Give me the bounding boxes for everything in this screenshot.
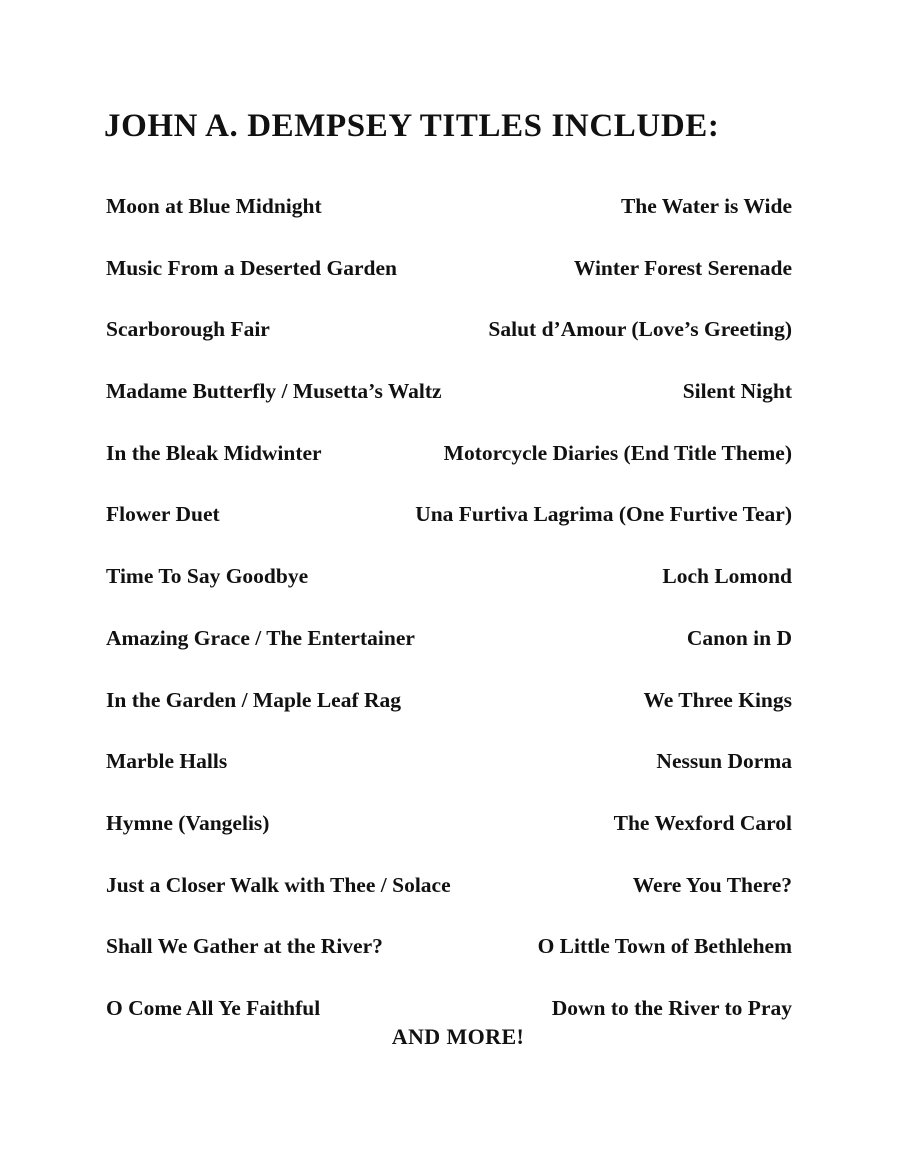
title-left: O Come All Ye Faithful bbox=[106, 995, 321, 1020]
title-row bbox=[106, 560, 796, 622]
title-left: Music From a Deserted Garden bbox=[106, 255, 397, 280]
title-left: Amazing Grace / The Entertainer bbox=[106, 625, 415, 650]
title-right: The Wexford Carol bbox=[613, 810, 792, 835]
title-row bbox=[106, 190, 796, 252]
title-row bbox=[106, 869, 796, 931]
title-right: Nessun Dorma bbox=[656, 749, 792, 774]
title-left: Scarborough Fair bbox=[106, 317, 270, 342]
title-left: Time To Say Goodbye bbox=[106, 564, 309, 589]
title-left: Just a Closer Walk with Thee / Solace bbox=[106, 872, 451, 897]
title-right: Silent Night bbox=[682, 379, 792, 404]
title-row bbox=[106, 498, 796, 560]
title-row bbox=[106, 622, 796, 684]
title-right: Down to the River to Pray bbox=[551, 995, 792, 1020]
title-left: Madame Butterfly / Musetta’s Waltz bbox=[106, 379, 442, 404]
title-left: In the Garden / Maple Leaf Rag bbox=[106, 687, 402, 712]
title-row bbox=[106, 375, 796, 437]
title-right: The Water is Wide bbox=[620, 194, 792, 218]
title-row bbox=[106, 745, 796, 807]
title-right: Were You There? bbox=[632, 872, 792, 897]
title-left: Flower Duet bbox=[106, 502, 220, 527]
title-right: Loch Lomond bbox=[662, 564, 792, 589]
title-left: Moon at Blue Midnight bbox=[106, 194, 322, 218]
title-row bbox=[106, 684, 796, 746]
title-row bbox=[106, 437, 796, 499]
titles-list bbox=[106, 190, 796, 1054]
title-right: Canon in D bbox=[686, 625, 792, 650]
title-row bbox=[106, 313, 796, 375]
title-row bbox=[106, 807, 796, 869]
and-more-footer: AND MORE! bbox=[391, 1024, 525, 1049]
title-row bbox=[106, 252, 796, 314]
title-right: Salut d’Amour (Love’s Greeting) bbox=[488, 317, 792, 342]
title-left: In the Bleak Midwinter bbox=[106, 440, 322, 465]
title-right: Winter Forest Serenade bbox=[573, 255, 792, 280]
title-right: Una Furtiva Lagrima (One Furtive Tear) bbox=[415, 502, 792, 527]
title-left: Marble Halls bbox=[106, 749, 228, 774]
title-row bbox=[106, 930, 796, 992]
title-right: Motorcycle Diaries (End Title Theme) bbox=[443, 440, 792, 465]
title-right: O Little Town of Bethlehem bbox=[537, 934, 792, 959]
title-right: We Three Kings bbox=[643, 687, 792, 712]
title-left: Shall We Gather at the River? bbox=[106, 934, 383, 959]
page-title: JOHN A. DEMPSEY TITLES INCLUDE: bbox=[104, 108, 720, 144]
title-left: Hymne (Vangelis) bbox=[106, 810, 270, 835]
